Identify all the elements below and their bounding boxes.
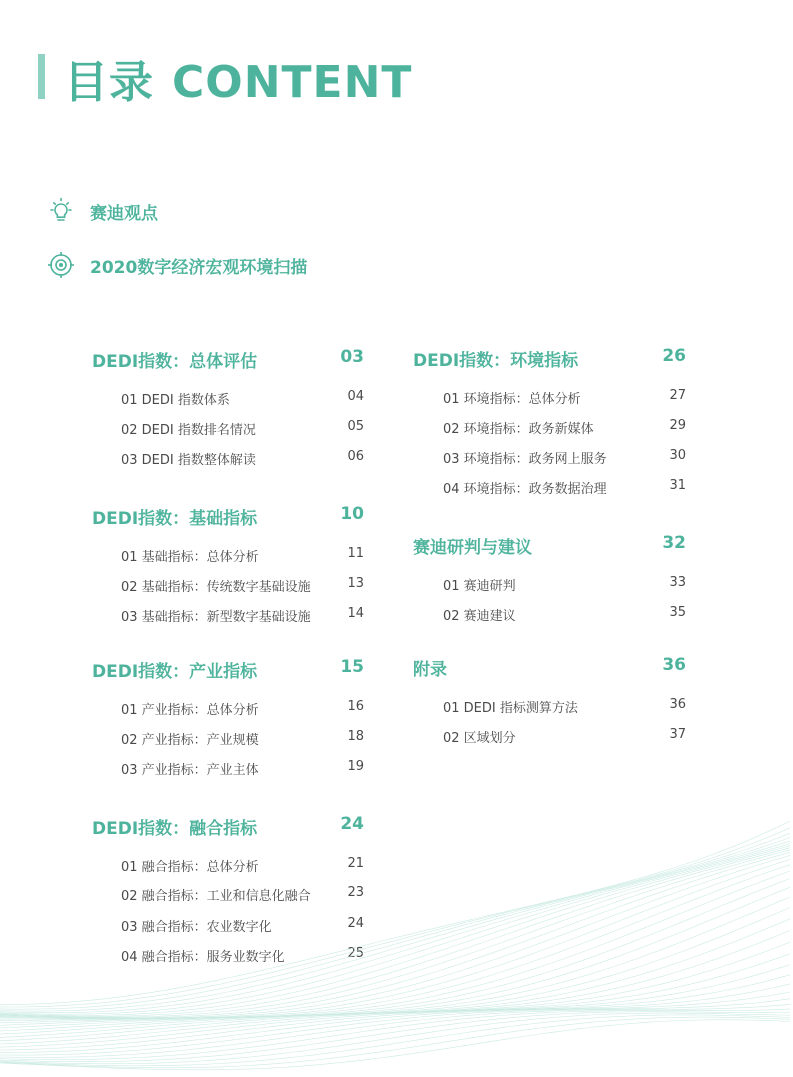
wave-line xyxy=(0,1015,790,1066)
toc-item-page: 33 xyxy=(669,575,686,590)
toc-item-page: 14 xyxy=(347,606,364,621)
wave-line xyxy=(0,975,790,1047)
toc-item[interactable]: 02 基础指标：传统数字基础设施 xyxy=(121,580,311,595)
toc-section-page: 15 xyxy=(340,657,364,677)
toc-section-title[interactable]: 附录 xyxy=(413,660,447,680)
toc-item[interactable]: 01 基础指标：总体分析 xyxy=(121,550,259,565)
toc-item[interactable]: 01 赛迪研判 xyxy=(443,579,516,594)
wave-line xyxy=(0,1017,790,1068)
toc-item[interactable]: 01 DEDI 指数体系 xyxy=(121,393,230,408)
title-en: CONTENT xyxy=(172,57,413,108)
toc-item-page: 23 xyxy=(347,885,364,900)
toc-item-page: 16 xyxy=(347,699,364,714)
wave-line xyxy=(0,965,790,1044)
toc-item[interactable]: 02 环境指标：政务新媒体 xyxy=(443,422,594,437)
highlight-label: 2020数字经济宏观环境扫描 xyxy=(90,257,308,278)
highlight-sadi-view[interactable] xyxy=(46,196,158,226)
wave-line xyxy=(0,942,790,1037)
toc-section-page: 26 xyxy=(662,346,686,366)
toc-item[interactable]: 01 环境指标：总体分析 xyxy=(443,392,581,407)
toc-section-page: 36 xyxy=(662,655,686,675)
wave-line xyxy=(0,992,790,1053)
toc-section-title[interactable]: 赛迪研判与建议 xyxy=(413,538,532,558)
wave-line xyxy=(0,841,790,1013)
toc-item-page: 06 xyxy=(347,449,364,464)
wave-line xyxy=(0,897,790,1025)
wave-line xyxy=(0,919,790,1031)
toc-item-page: 11 xyxy=(347,546,364,561)
target-icon xyxy=(46,250,76,280)
highlight-macro-scan[interactable] xyxy=(46,250,307,280)
toc-item[interactable]: 01 产业指标：总体分析 xyxy=(121,703,259,718)
highlight-label: 赛迪观点 xyxy=(90,203,158,224)
toc-item[interactable]: 04 环境指标：政务数据治理 xyxy=(443,482,607,497)
title-cn: 目录 xyxy=(64,57,154,108)
toc-item-page: 27 xyxy=(669,388,686,403)
wave-line xyxy=(0,999,790,1055)
toc-section-page: 32 xyxy=(662,533,686,553)
toc-item-page: 37 xyxy=(669,727,686,742)
toc-section-title[interactable]: DEDI指数：环境指标 xyxy=(413,351,579,371)
wave-line xyxy=(0,821,790,1005)
wave-line xyxy=(0,828,790,1007)
toc-item[interactable]: 02 DEDI 指数排名情况 xyxy=(121,423,256,438)
toc-item[interactable]: 04 融合指标：服务业数字化 xyxy=(121,950,285,965)
toc-item[interactable]: 02 融合指标：工业和信息化融合 xyxy=(121,889,311,904)
toc-item-page: 24 xyxy=(347,916,364,931)
toc-item-page: 21 xyxy=(347,856,364,871)
toc-item[interactable]: 03 环境指标：政务网上服务 xyxy=(443,452,607,467)
toc-section-page: 10 xyxy=(340,504,364,524)
wave-line xyxy=(0,931,790,1035)
toc-item-page: 36 xyxy=(669,697,686,712)
wave-line xyxy=(0,1012,790,1062)
wave-line xyxy=(0,838,790,1012)
toc-item-page: 30 xyxy=(669,448,686,463)
wave-line xyxy=(0,850,790,1017)
toc-section-page: 24 xyxy=(340,814,364,834)
wave-line xyxy=(0,908,790,1028)
toc-item-page: 31 xyxy=(669,478,686,493)
wave-line xyxy=(0,833,790,1009)
wave-line xyxy=(0,865,790,1019)
lightbulb-icon xyxy=(46,196,76,226)
wave-line xyxy=(0,1004,790,1057)
toc-item-page: 18 xyxy=(347,729,364,744)
wave-line xyxy=(0,1009,790,1060)
wave-line xyxy=(0,846,790,1016)
toc-section-title[interactable]: DEDI指数：总体评估 xyxy=(92,352,258,372)
toc-item-page: 35 xyxy=(669,605,686,620)
wave-line xyxy=(0,984,790,1050)
toc-item[interactable]: 02 区域划分 xyxy=(443,731,516,746)
wave-line xyxy=(0,871,790,1019)
wave-line xyxy=(0,954,790,1041)
decorative-wave-mesh xyxy=(0,807,793,1077)
wave-line xyxy=(0,1020,790,1070)
toc-item-page: 13 xyxy=(347,576,364,591)
wave-line xyxy=(0,887,790,1023)
toc-item-page: 05 xyxy=(347,419,364,434)
toc-item[interactable]: 03 融合指标：农业数字化 xyxy=(121,920,272,935)
wave-line xyxy=(0,856,790,1019)
toc-section-title[interactable]: DEDI指数：基础指标 xyxy=(92,509,258,529)
toc-section-page: 03 xyxy=(340,347,364,367)
toc-item[interactable]: 03 基础指标：新型数字基础设施 xyxy=(121,610,311,625)
toc-item-page: 29 xyxy=(669,418,686,433)
toc-item-page: 04 xyxy=(347,389,364,404)
toc-item-page: 19 xyxy=(347,759,364,774)
wave-line xyxy=(0,844,790,1015)
page-title xyxy=(64,46,412,110)
wave-line xyxy=(0,848,790,1017)
title-accent-bar xyxy=(38,54,45,99)
toc-section-title[interactable]: DEDI指数：融合指标 xyxy=(92,819,258,839)
wave-line xyxy=(0,860,790,1019)
wave-line xyxy=(0,1013,790,1064)
toc-item-page: 25 xyxy=(347,946,364,961)
toc-item[interactable]: 02 产业指标：产业规模 xyxy=(121,733,259,748)
toc-item[interactable]: 03 DEDI 指数整体解读 xyxy=(121,453,256,468)
toc-item[interactable]: 02 赛迪建议 xyxy=(443,609,516,624)
toc-item[interactable]: 03 产业指标：产业主体 xyxy=(121,763,259,778)
toc-section-title[interactable]: DEDI指数：产业指标 xyxy=(92,662,258,682)
wave-line xyxy=(0,852,790,1018)
toc-item[interactable]: 01 融合指标：总体分析 xyxy=(121,860,259,875)
toc-item[interactable]: 01 DEDI 指标测算方法 xyxy=(443,701,578,716)
wave-line xyxy=(0,879,790,1021)
